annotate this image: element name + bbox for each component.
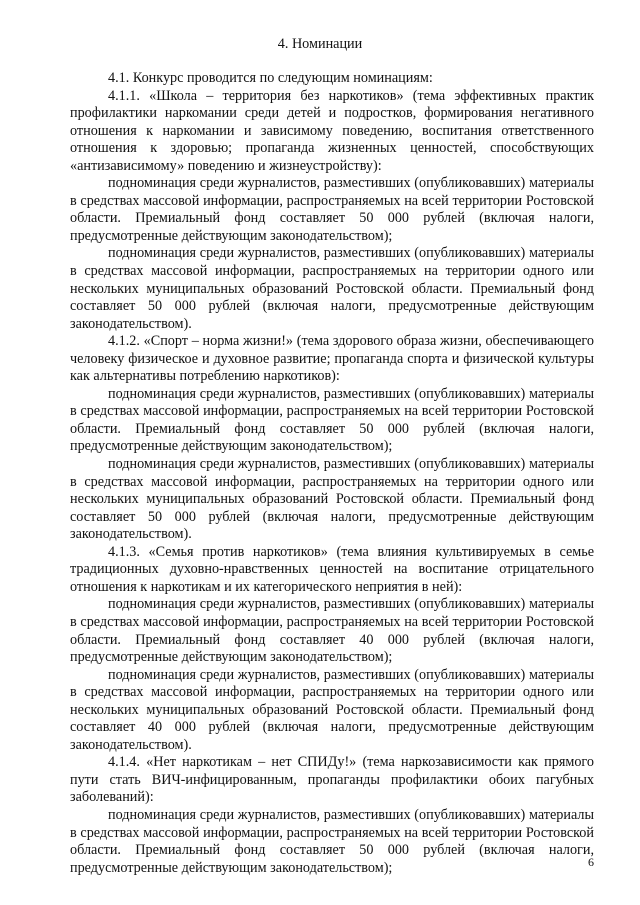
paragraph-4-1-1: 4.1.1. «Школа – территория без наркотиков» (тема эффективных практик профилактики наркомании среди детей и подростков, формирования негативного отношения к наркомании и зависимому поведению, воспитания ответственного отношения к здоровью; пропаганда жизненных ценностей, способствующих «антизависимому» поведению и жизнеустройству):	[70, 87, 594, 174]
paragraph-4-1-3: 4.1.3. «Семья против наркотиков» (тема влияния культивируемых в семье традиционных духовно-нравственных ценностей на воспитание отрицательного отношения к наркотикам и их категорического неприятия в ней):	[70, 543, 594, 595]
paragraph-4-1-2: 4.1.2. «Спорт – норма жизни!» (тема здорового образа жизни, обеспечивающего человеку физическое и духовное развитие; пропаганда спорта и физической культуры как альтернативы потреблению наркотиков):	[70, 333, 594, 385]
section-body	[70, 70, 594, 877]
page-number: 6	[588, 855, 594, 869]
subnomination-paragraph: подноминация среди журналистов, разместивших (опубликовавших) материалы в средствах массовой информации, распространяемых на всей территории Ростовской области. Премиальный фонд составляет 50 000 рублей (включая налоги, предусмотренные действующим законодательством);	[70, 806, 594, 876]
subnomination-paragraph: подноминация среди журналистов, разместивших (опубликовавших) материалы в средствах массовой информации, распространяемых на территории одного или нескольких муниципальных образований Ростовской области. Премиальный фонд составляет 40 000 рублей (включая налоги, предусмотренные действующим законодательством).	[70, 666, 594, 753]
subnomination-paragraph: подноминация среди журналистов, разместивших (опубликовавших) материалы в средствах массовой информации, распространяемых на территории одного или нескольких муниципальных образований Ростовской области. Премиальный фонд составляет 50 000 рублей (включая налоги, предусмотренные действующим законодательством).	[70, 245, 594, 332]
subnomination-paragraph: подноминация среди журналистов, разместивших (опубликовавших) материалы в средствах массовой информации, распространяемых на всей территории Ростовской области. Премиальный фонд составляет 50 000 рублей (включая налоги, предусмотренные действующим законодательством);	[70, 385, 594, 455]
section-heading: 4. Номинации	[277, 36, 363, 52]
paragraph-4-1: 4.1. Конкурс проводится по следующим номинациям:	[108, 70, 433, 86]
subnomination-paragraph: подноминация среди журналистов, разместивших (опубликовавших) материалы в средствах массовой информации, распространяемых на всей территории Ростовской области. Премиальный фонд составляет 40 000 рублей (включая налоги, предусмотренные действующим законодательством);	[70, 596, 594, 666]
subnomination-paragraph: подноминация среди журналистов, разместивших (опубликовавших) материалы в средствах массовой информации, распространяемых на территории одного или нескольких муниципальных образований Ростовской области. Премиальный фонд составляет 50 000 рублей (включая налоги, предусмотренные действующим законодательством).	[70, 456, 594, 543]
subnomination-paragraph: подноминация среди журналистов, разместивших (опубликовавших) материалы в средствах массовой информации, распространяемых на всей территории Ростовской области. Премиальный фонд составляет 50 000 рублей (включая налоги, предусмотренные действующим законодательством);	[70, 175, 594, 244]
paragraph-4-1-4: 4.1.4. «Нет наркотикам – нет СПИДу!» (тема наркозависимости как прямого пути стать ВИЧ-инфицированным, пропаганды профилактики обоих пагубных заболеваний):	[70, 754, 594, 806]
